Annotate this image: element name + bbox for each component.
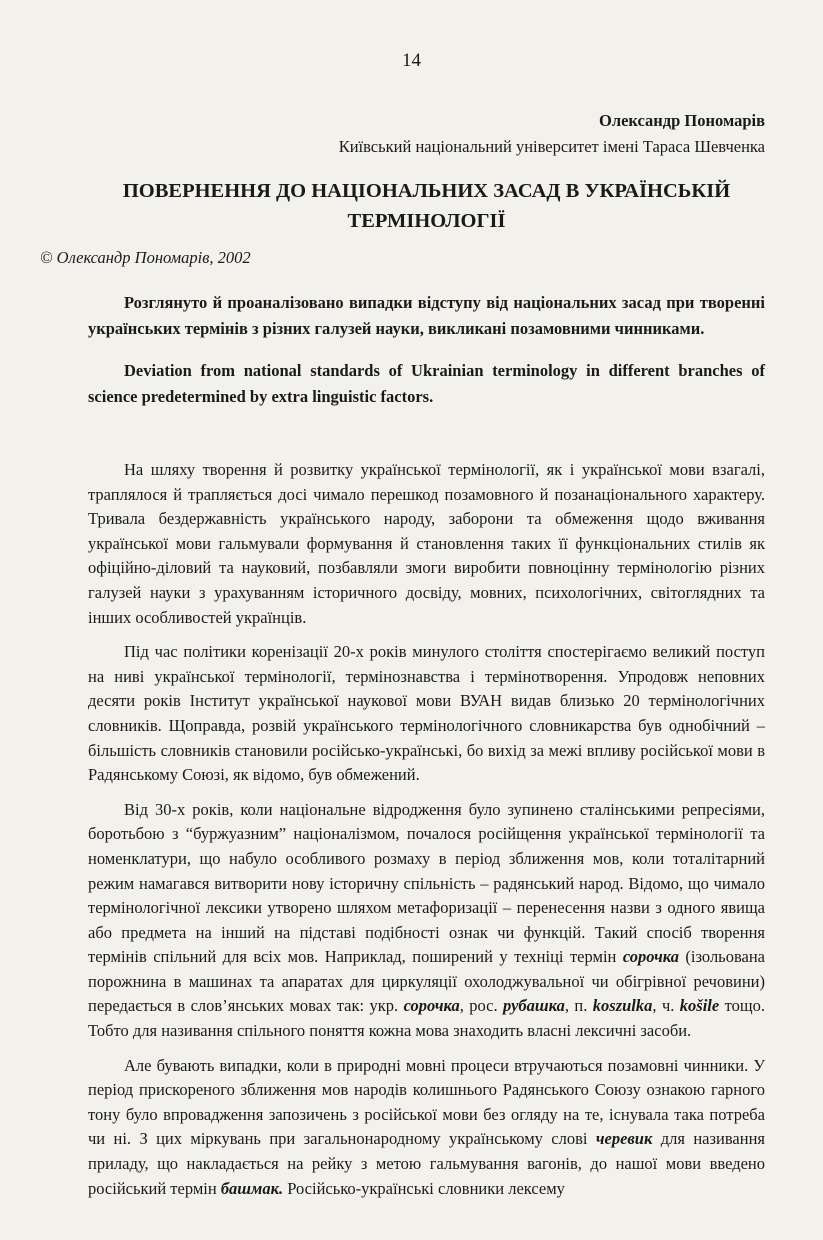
paragraph-3-text: Від 30-х років, коли національне відродження було зупинено сталінськими репресіями, боротьбою з “буржуазним” націоналізмом, почалося російщення української термінології та номенклатури, що набуло особливого розмаху в період зближення мов, коли тоталітарний режим намагався витворити нову історичну спільність – радянський народ. Відомо, що чимало термінологічної лексики утворено шляхом метафоризації – перенесення назви з одного явища або предмета на інший на підставі подібності ознак чи функцій. Такий спосіб творення термінів спільний для всіх мов. Наприклад, поширений у техніці термін	[88, 799, 765, 967]
author-name: Олександр Пономарів	[598, 111, 765, 130]
paragraph-3-text: , п.	[564, 996, 593, 1016]
term-cherevyk: черевик	[595, 1129, 653, 1149]
paragraph-4-text: Але бувають випадки, коли в природні мовні процеси втручаються позамовні чинники. У період прискореного зближення мов народів колишнього Радянського Союзу ознакою гарного тону було впровадження запозичень з російської мови без огляду на те, існувала така потреба чи ні. З цих міркувань при загальнонародному українському слові	[88, 1055, 765, 1149]
paragraph-4	[88, 1054, 765, 1202]
page-number: 14	[402, 50, 421, 71]
author-block	[339, 108, 765, 160]
author-affiliation: Київський національний університет імені Тараса Шевченка	[338, 137, 765, 156]
term-sorochka: сорочка	[622, 947, 679, 967]
paragraph-4-text: для називання приладу, що накладається на рейку з метою гальмування вагонів, до нашої мови введено російський термін	[88, 1129, 765, 1198]
term-sorochka-uk: сорочка	[403, 996, 460, 1016]
term-kosile: košile	[679, 996, 720, 1016]
term-koszulka: koszulka	[592, 996, 653, 1016]
body-text	[88, 458, 765, 1211]
paragraph-3-text: (ізольована порожнина в машинах та апаратах для циркуляції охолоджувальної чи обігрівної речовини) передається в слов’янських мовах так: укр.	[88, 947, 766, 1016]
copyright-line: © Олександр Пономарів, 2002	[40, 248, 251, 267]
term-rubashka: рубашка	[503, 996, 565, 1016]
paragraph-3-text: тощо. Тобто для називання спільного поняття кожна мова знаходить власні лексичні засоби.	[88, 996, 765, 1041]
abstracts	[88, 290, 765, 426]
article-title: ПОВЕРНЕННЯ ДО НАЦІОНАЛЬНИХ ЗАСАД В УКРАЇНСЬКІЙ ТЕРМІНОЛОГІЇ	[122, 180, 731, 232]
paragraph-3-text: , ч.	[652, 996, 680, 1016]
paragraph-3	[88, 798, 765, 1044]
abstract-ukrainian: Розглянуто й проаналізовано випадки відступу від національних засад при творенні українських термінів з різних галузей науки, викликані позамовними чинниками.	[88, 293, 765, 338]
paragraph-4-text: Російсько-українські словники лексему	[283, 1178, 565, 1198]
abstract-english: Deviation from national standards of Ukrainian terminology in different branches of science predetermined by extra linguistic factors.	[88, 361, 765, 406]
paragraph-3-text: , рос.	[459, 996, 504, 1016]
term-bashmak: башмак.	[220, 1178, 284, 1198]
paragraph-2: Під час політики коренізації 20-х років минулого століття спостерігаємо великий поступ на ниві української термінології, термінознавства і термінотворення. Упродовж неповних десяти років Інститут української наукової мови ВУАН видав близько 20 термінологічних словників. Щоправда, розвій українського термінологічного словникарства був однобічний – більшість словників становили російсько-українські, бо вихід за межі впливу російської мови в Радянському Союзі, як відомо, був обмежений.	[88, 642, 765, 785]
paragraph-1: На шляху творення й розвитку української термінології, як і української мови взагалі, траплялося й трапляється досі чимало перешкод позамовного й позанаціонального характеру. Тривала бездержавність українського народу, заборони та обмеження щодо вживання української мови гальмували формування й становлення таких її функціональних стилів як офіційно-діловий та науковий, позбавляли змоги виробити повноцінну термінологію різних галузей науки з урахуванням історичного досвіду, мовних, психологічних, світоглядних та інших особливостей українців.	[88, 460, 765, 627]
